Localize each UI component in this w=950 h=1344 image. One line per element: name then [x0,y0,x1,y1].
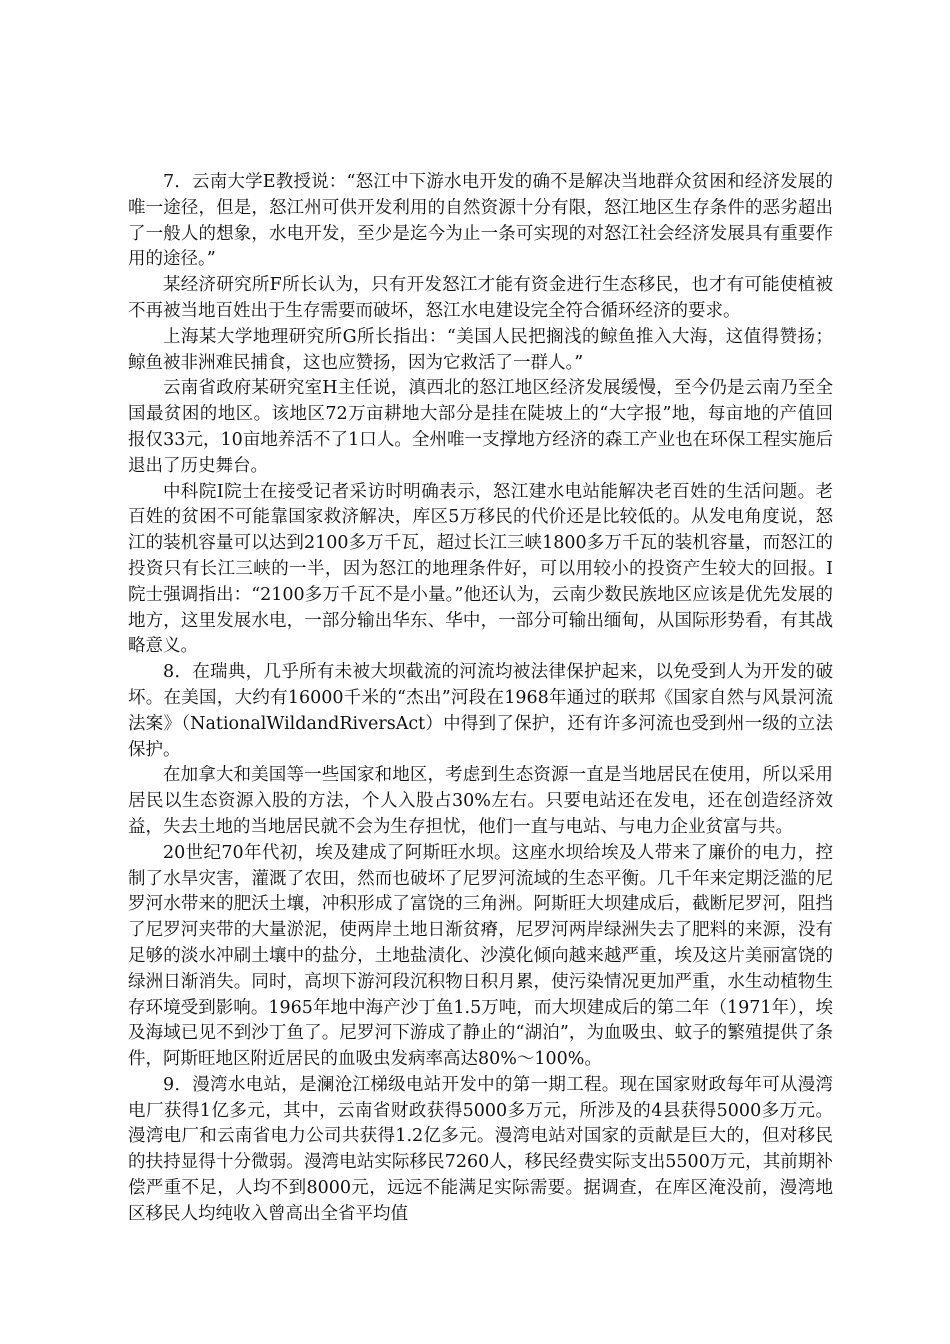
document-body [128,170,833,1228]
paragraph-academician-i: 中科院I院士在接受记者采访时明确表示，怒江建水电站能解决老百姓的生活问题。老百姓的贫困不可能靠国家救济解决，库区5万移民的代价还是比较低的。从发电角度说，怒江的装机容量可以达到2100多万千瓦，超过长江三峡1800多万千瓦的装机容量，而怒江的投资只有长江三峡的一半，因为怒江的地理条件好，可以用较小的投资产生较大的回报。I院士强调指出：“2100多万千瓦不是小量。”他还认为，云南少数民族地区应该是优先发展的地方，这里发展水电，一部分输出华东、华中，一部分可输出缅甸，从国际形势看，有其战略意义。 [128,481,833,657]
paragraph-canada-usa-shares: 在加拿大和美国等一些国家和地区，考虑到生态资源一直是当地居民在使用，所以采用居民以生态资源入股的方法，个人入股占30%左右。只要电站还在发电，还在创造经济效益，失去土地的当地居民就不会为生存担忧，他们一直与电站、与电力企业贫富与共。 [128,765,833,837]
paragraph-9-manwan: 9．漫湾水电站，是澜沧江梯级电站开发中的第一期工程。现在国家财政每年可从漫湾电厂获得1亿多元，其中，云南省财政获得5000多万元，所涉及的4县获得5000多万元。漫湾电厂和云南省电力公司共获得1.2亿多元。漫湾电站对国家的贡献是巨大的，但对移民的扶持显得十分微弱。漫湾电站实际移民7260人，移民经费实际支出5500万元，其前期补偿严重不足，人均不到8000元，远远不能满足实际需要。据调查，在库区淹没前，漫湾地区移民人均纯收入曾高出全省平均值 [128,1074,833,1224]
paragraph-director-g: 上海某大学地理研究所G所长指出：“美国人民把搁浅的鲸鱼推入大海，这值得赞扬；鲸鱼被非洲难民捕食，这也应赞扬，因为它救活了一群人。” [128,326,833,373]
paragraph-director-f: 某经济研究所F所长认为，只有开发怒江才能有资金进行生态移民，也才有可能使植被不再被当地百姓出于生存需要而破坏，怒江水电建设完全符合循环经济的要求。 [128,275,833,321]
paragraph-director-h: 云南省政府某研究室H主任说，滇西北的怒江地区经济发展缓慢，至今仍是云南乃至全国最贫困的地区。该地区72万亩耕地大部分是挂在陡坡上的“大字报”地，每亩地的产值回报仅33元，10亩地养活不了1口人。全州唯一支撑地方经济的森工产业也在环保工程实施后退出了历史舞台。 [128,378,833,476]
paragraph-8-sweden-usa: 8．在瑞典，几乎所有未被大坝截流的河流均被法律保护起来，以免受到人为开发的破坏。在美国，大约有16000千米的“杰出”河段在1968年通过的联邦《国家自然与风景河流法案》（NationalWildandRiversAct）中得到了保护，还有许多河流也受到州一级的立法保护。 [128,662,833,760]
paragraph-aswan-dam: 20世纪70年代初，埃及建成了阿斯旺水坝。这座水坝给埃及人带来了廉价的电力，控制了水旱灾害，灌溉了农田，然而也破坏了尼罗河流域的生态平衡。几千年来定期泛滥的尼罗河水带来的肥沃土壤，冲积形成了富饶的三角洲。阿斯旺大坝建成后，截断尼罗河，阻挡了尼罗河夹带的大量淤泥，使两岸土地日渐贫瘠，尼罗河两岸绿洲失去了肥料的来源，没有足够的淡水冲刷土壤中的盐分，土地盐渍化、沙漠化倾向越来越严重，埃及这片美丽富饶的绿洲日渐消失。同时，高坝下游河段沉积物日积月累，使污染情况更加严重，水生动植物生存环境受到影响。1965年地中海产沙丁鱼1.5万吨，而大坝建成后的第二年（1971年），埃及海域已见不到沙丁鱼了。尼罗河下游成了静止的“湖泊”，为血吸虫、蚊子的繁殖提供了条件，阿斯旺地区附近居民的血吸虫发病率高达80%～100%。 [128,842,833,1070]
paragraph-7-professor-e: 7．云南大学E教授说：“怒江中下游水电开发的确不是解决当地群众贫困和经济发展的唯一途径，但是，怒江州可供开发利用的自然资源十分有限，怒江地区生存条件的恶劣超出了一般人的想象，水电开发，至少是迄今为止一条可实现的对怒江社会经济发展具有重要作用的途径。” [128,172,833,270]
